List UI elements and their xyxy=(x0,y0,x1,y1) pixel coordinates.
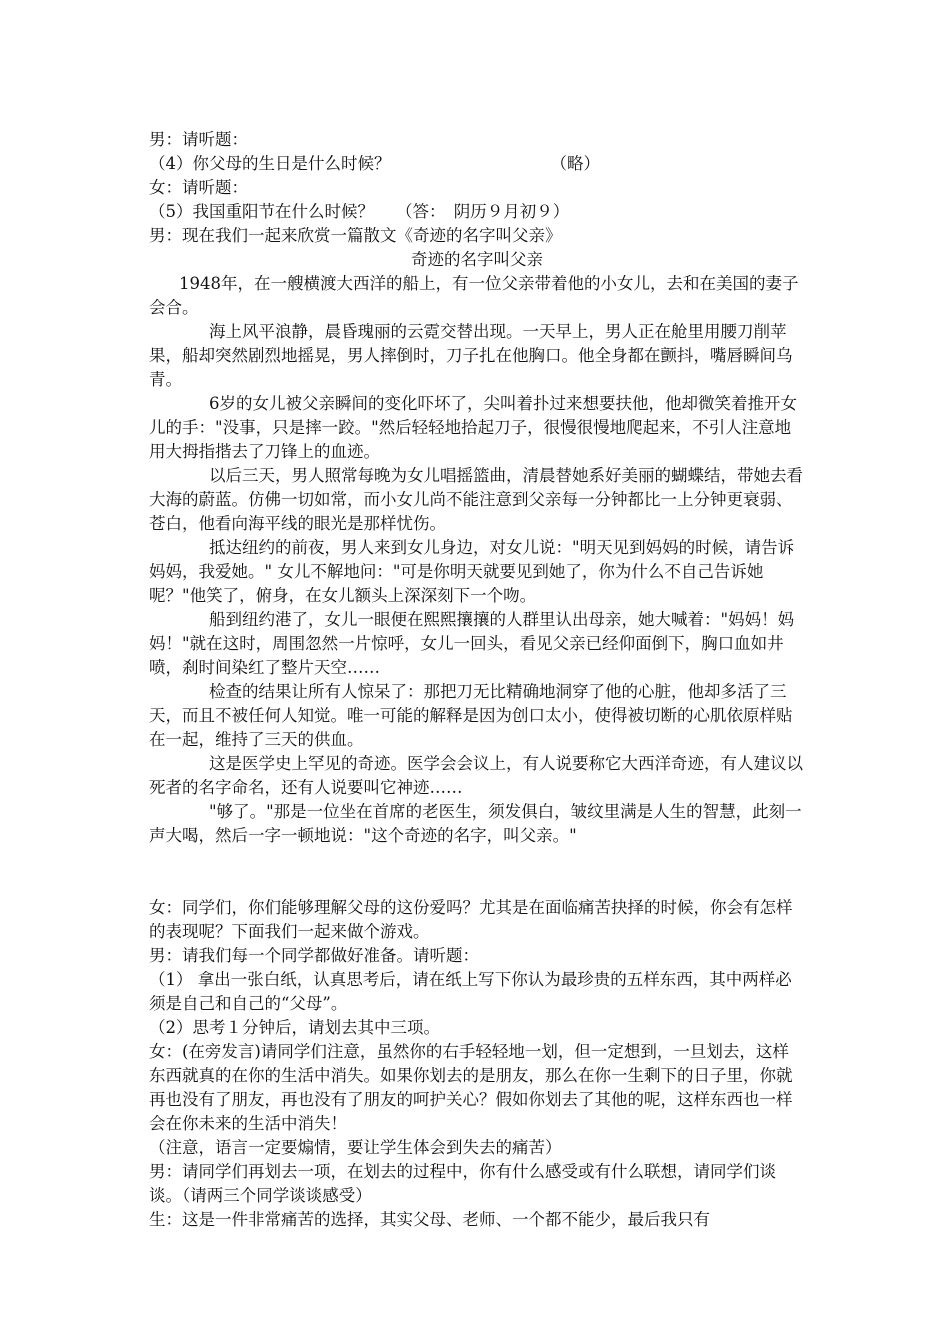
speaker-line: 女：同学们，你们能够理解父母的这份爱吗？尤其是在面临痛苦抉择的时候，你会有怎样的表现呢？下面我们一起来做个游戏。 xyxy=(149,898,793,941)
instruction-line: （1） 拿出一张白纸，认真思考后，请在纸上写下你认为最珍贵的五样东西，其中两样必须是自己和自己的“父母”。 xyxy=(149,970,792,1013)
instruction-line: （2）思考１分钟后，请划去其中三项。 xyxy=(149,1018,440,1037)
story-paragraph: 抵达纽约的前夜，男人来到女儿身边，对女儿说："明天见到妈妈的时候，请告诉妈妈，我爱她。" 女儿不解地问："可是你明天就要见到她了，你为什么不自己告诉她呢？"他笑了，俯身，在女儿额头上深深刻下一个吻。 xyxy=(149,538,795,605)
speaker-line: 男：现在我们一起来欣赏一篇散文《奇迹的名字叫父亲》 xyxy=(149,226,562,245)
speaker-line: 男：请听题： xyxy=(149,130,248,149)
note-line: （注意，语言一定要煽情，要让学生体会到失去的痛苦） xyxy=(149,1138,562,1157)
question-text: （5）我国重阳节在什么时候？ xyxy=(149,202,374,221)
question-line xyxy=(149,152,805,176)
story-paragraph: 海上风平浪静，晨昏瑰丽的云霓交替出现。一天早上，男人正在舱里用腰刀削苹果，船却突然剧烈地摇晃，男人摔倒时，刀子扎在他胸口。他全身都在颤抖，嘴唇瞬间乌青。 xyxy=(149,322,793,389)
story-paragraph: 1948年，在一艘横渡大西洋的船上，有一位父亲带着他的小女儿，去和在美国的妻子会合。 xyxy=(149,274,799,317)
question-line xyxy=(149,200,805,224)
answer-text: （答： 阴历９月初９） xyxy=(396,202,570,221)
question-text: （4）你父母的生日是什么时候？ xyxy=(149,154,391,173)
story-paragraph: 检查的结果让所有人惊呆了：那把刀无比精确地洞穿了他的心脏，他却多活了三天，而且不被任何人知觉。唯一可能的解释是因为创口太小，使得被切断的心肌依原样贴在一起，维持了三天的供血。 xyxy=(149,682,793,749)
story-paragraph: 船到纽约港了，女儿一眼便在熙熙攘攘的人群里认出母亲，她大喊着："妈妈！妈妈！"就在这时，周围忽然一片惊呼，女儿一回头，看见父亲已经仰面倒下，胸口血如井喷，刹时间染红了整片天空…… xyxy=(149,610,795,677)
blank-gap xyxy=(149,848,805,896)
story-paragraph: 这是医学史上罕见的奇迹。医学会会议上，有人说要称它大西洋奇迹，有人建议以死者的名字命名，还有人说要叫它神迹…… xyxy=(149,754,803,797)
story-paragraph: "够了。"那是一位坐在首席的老医生，须发俱白，皱纹里满是人生的智慧，此刻一声大喝，然后一字一顿地说："这个奇迹的名字，叫父亲。" xyxy=(149,802,802,845)
speaker-line: 男：请同学们再划去一项，在划去的过程中，你有什么感受或有什么联想，请同学们谈谈。（请两三个同学谈谈感受） xyxy=(149,1162,776,1205)
story-paragraph: 以后三天，男人照常每晚为女儿唱摇篮曲，清晨替她系好美丽的蝴蝶结，带她去看大海的蔚蓝。仿佛一切如常，而小女儿尚不能注意到父亲每一分钟都比一上分钟更衰弱、苍白，他看向海平线的眼光是那样忧伤。 xyxy=(149,466,803,533)
story-title: 奇迹的名字叫父亲 xyxy=(411,250,543,269)
speaker-line: 生：这是一件非常痛苦的选择，其实父母、老师、一个都不能少，最后我只有 xyxy=(149,1210,710,1229)
document-body xyxy=(149,128,805,1232)
speaker-line: 男：请我们每一个同学都做好准备。请听题： xyxy=(149,946,479,965)
answer-text: （略） xyxy=(550,154,600,173)
speaker-line: 女：(在旁发言)请同学们注意，虽然你的右手轻轻地一划，但一定想到，一旦划去，这样东西就真的在你的生活中消失。如果你划去的是朋友，那么在你一生剩下的日子里，你就再也没有了朋友，再也没有了朋友的呵护关心？假如你划去了其他的呢，这样东西也一样会在你未来的生活中消失！ xyxy=(149,1042,793,1133)
story-paragraph: 6岁的女儿被父亲瞬间的变化吓坏了，尖叫着扑过来想要扶他，他却微笑着推开女儿的手："没事，只是摔一跤。"然后轻轻地拾起刀子，很慢很慢地爬起来，不引人注意地用大拇指揩去了刀锋上的血迹。 xyxy=(149,394,797,461)
speaker-line: 女：请听题： xyxy=(149,178,248,197)
